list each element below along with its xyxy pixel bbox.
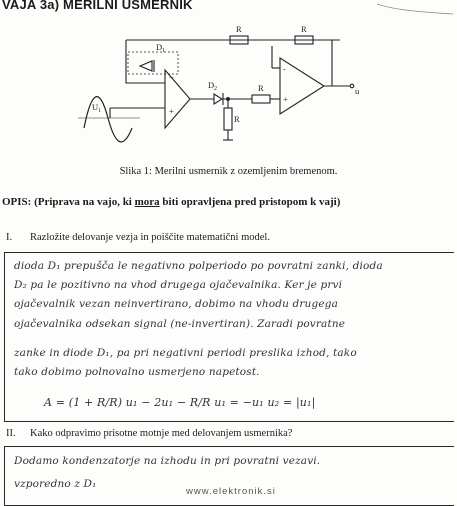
- answer-1-line-6: tako dobimo polnovalno usmerjeno napetost.: [14, 366, 260, 378]
- margin-scribble: [375, 0, 455, 20]
- figure-caption: Slika 1: Merilni usmernik z ozemljenim bremenom.: [119, 166, 338, 177]
- label-minus-2: -: [283, 64, 286, 74]
- question-2-text: Kako odpravimo prisotne motnje med delovanjem usmernika?: [30, 428, 293, 439]
- circuit-diagram: [70, 18, 380, 158]
- label-d1: D: [156, 42, 163, 52]
- label-u1: U: [92, 102, 99, 112]
- question-1: [6, 232, 270, 243]
- answer-1-line-3: ojačevalnik vezan neinvertirano, dobimo na vhodu drugega: [14, 298, 338, 310]
- question-2: [6, 428, 292, 439]
- label-d1-sub: 1: [162, 48, 165, 54]
- label-r-shunt: R: [234, 114, 240, 124]
- answer-1-line-1: dioda D₁ prepušča le negativno polperiodo po povratni zanki, dioda: [14, 260, 383, 272]
- opis-prefix: OPIS: (Priprava na vajo, ki: [2, 196, 135, 208]
- question-1-text: Razložite delovanje vezja in poiščite matematični model.: [30, 232, 270, 243]
- label-r-right-top: R: [301, 24, 307, 34]
- label-r-top: R: [236, 24, 242, 34]
- question-1-number: I.: [6, 232, 13, 243]
- answer-1-formula: A = (1 + R/R) u₁ − 2u₁ − R/R u₁ = −u₁ u₂ = |u₁|: [44, 396, 316, 409]
- label-u2: u: [355, 86, 360, 96]
- answer-1-line-5: zanke in diode D₁, pa pri negativni periodi preslika izhod, tako: [14, 347, 357, 359]
- opis-underlined: mora: [134, 196, 160, 208]
- label-d2: D: [208, 80, 215, 90]
- answer-2-line-1: Dodamo kondenzatorje na izhodu in pri povratni vezavi.: [14, 455, 321, 467]
- label-d2-sub: 2: [214, 86, 217, 92]
- label-u1-sub: 1: [98, 108, 101, 114]
- answer-1-line-4: ojačevalnika odsekan signal (ne-invertiran). Zaradi povratne: [14, 318, 346, 330]
- label-plus: +: [169, 106, 174, 116]
- question-2-number: II.: [6, 428, 16, 439]
- opis-suffix: biti opravljena pred pristopom k vaji): [159, 196, 341, 208]
- answer-1-line-2: D₂ pa le pozitivno na vhod drugega ojačevalnika. Ker je prvi: [14, 279, 343, 291]
- page-title: VAJA 3a) MERILNI USMERNIK: [2, 0, 193, 12]
- label-r-in: R: [258, 83, 264, 93]
- watermark: www.elektronik.si: [186, 486, 276, 497]
- answer-2-line-2: vzporedno z D₁: [14, 478, 97, 490]
- opis-heading: [2, 196, 340, 208]
- label-plus-2: +: [283, 94, 288, 104]
- opamp-2: [280, 58, 324, 114]
- label-minus: −: [169, 72, 174, 82]
